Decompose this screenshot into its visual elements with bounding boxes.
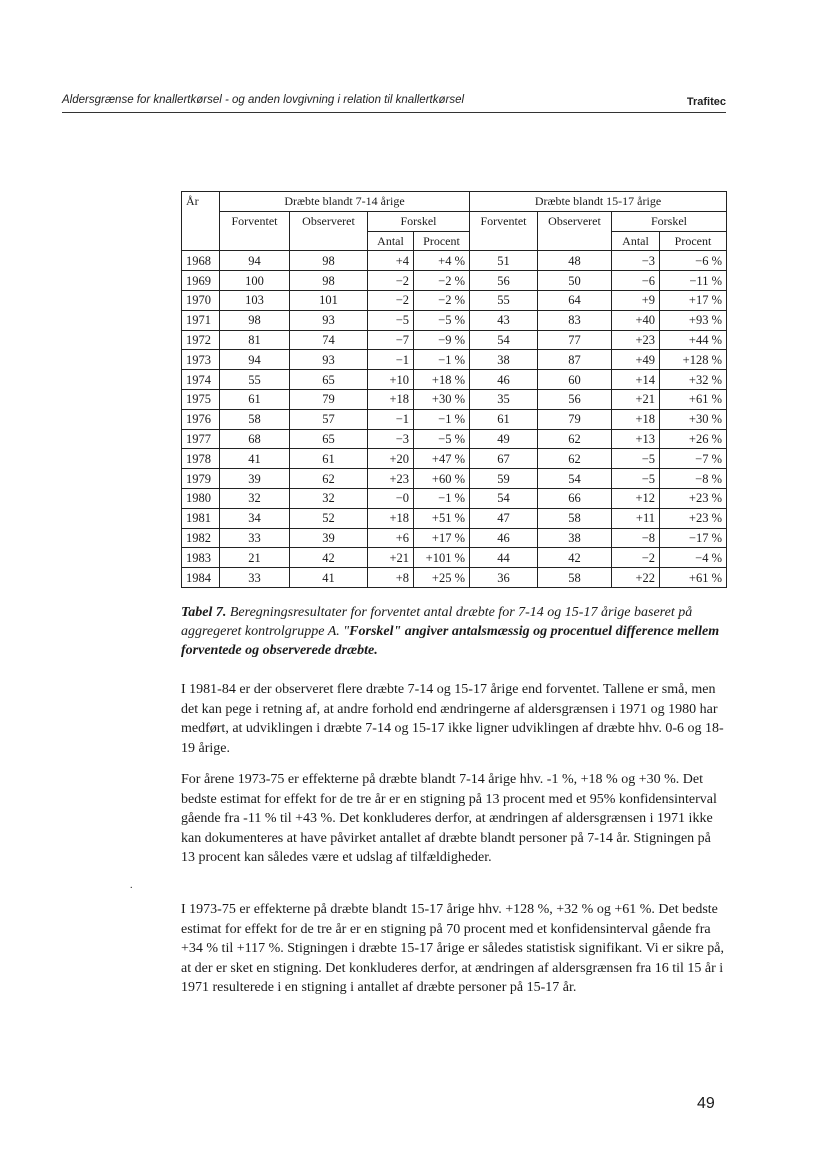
cell-expected-15-17: 47 xyxy=(470,508,538,528)
cell-expected-15-17: 38 xyxy=(470,350,538,370)
stray-dot: . xyxy=(130,880,133,891)
cell-observed-7-14: 65 xyxy=(290,370,368,390)
cell-diff-percent-7-14: +60 % xyxy=(414,469,470,489)
cell-diff-percent-15-17: +26 % xyxy=(660,429,727,449)
cell-expected-15-17: 54 xyxy=(470,488,538,508)
caption-quoted: Forskel xyxy=(349,624,394,639)
cell-diff-count-7-14: +8 xyxy=(368,568,414,588)
cell-expected-7-14: 39 xyxy=(220,469,290,489)
cell-diff-count-7-14: +23 xyxy=(368,469,414,489)
cell-diff-percent-15-17: +93 % xyxy=(660,310,727,330)
cell-year: 1970 xyxy=(182,290,220,310)
cell-expected-7-14: 41 xyxy=(220,449,290,469)
cell-diff-percent-15-17: −6 % xyxy=(660,251,727,271)
header-difference-2: Forskel xyxy=(612,211,727,231)
cell-year: 1975 xyxy=(182,389,220,409)
cell-observed-7-14: 57 xyxy=(290,409,368,429)
cell-diff-count-7-14: −3 xyxy=(368,429,414,449)
cell-observed-7-14: 65 xyxy=(290,429,368,449)
cell-diff-count-7-14: +6 xyxy=(368,528,414,548)
cell-observed-7-14: 61 xyxy=(290,449,368,469)
header-count-2: Antal xyxy=(612,231,660,251)
cell-observed-15-17: 38 xyxy=(538,528,612,548)
cell-observed-15-17: 87 xyxy=(538,350,612,370)
cell-diff-percent-7-14: −5 % xyxy=(414,310,470,330)
cell-expected-7-14: 98 xyxy=(220,310,290,330)
cell-observed-7-14: 93 xyxy=(290,310,368,330)
cell-expected-7-14: 61 xyxy=(220,389,290,409)
cell-diff-percent-7-14: +17 % xyxy=(414,528,470,548)
header-brand: Trafitec xyxy=(686,96,726,108)
cell-expected-15-17: 55 xyxy=(470,290,538,310)
cell-diff-count-7-14: +20 xyxy=(368,449,414,469)
table-row xyxy=(182,330,727,350)
header-expected-2: Forventet xyxy=(470,211,538,251)
cell-diff-count-7-14: +4 xyxy=(368,251,414,271)
cell-diff-count-15-17: +9 xyxy=(612,290,660,310)
cell-diff-count-15-17: −3 xyxy=(612,251,660,271)
cell-year: 1971 xyxy=(182,310,220,330)
cell-diff-percent-7-14: +51 % xyxy=(414,508,470,528)
cell-year: 1976 xyxy=(182,409,220,429)
cell-expected-15-17: 44 xyxy=(470,548,538,568)
cell-expected-7-14: 58 xyxy=(220,409,290,429)
cell-expected-15-17: 43 xyxy=(470,310,538,330)
cell-diff-percent-15-17: −4 % xyxy=(660,548,727,568)
cell-diff-count-15-17: +22 xyxy=(612,568,660,588)
cell-year: 1979 xyxy=(182,469,220,489)
table-row xyxy=(182,449,727,469)
cell-observed-15-17: 62 xyxy=(538,449,612,469)
cell-observed-15-17: 83 xyxy=(538,310,612,330)
cell-diff-count-15-17: +13 xyxy=(612,429,660,449)
cell-year: 1973 xyxy=(182,350,220,370)
cell-expected-7-14: 94 xyxy=(220,251,290,271)
results-table xyxy=(181,191,727,588)
cell-diff-percent-7-14: −9 % xyxy=(414,330,470,350)
cell-diff-count-15-17: −8 xyxy=(612,528,660,548)
cell-observed-7-14: 93 xyxy=(290,350,368,370)
cell-diff-percent-7-14: −1 % xyxy=(414,488,470,508)
table-row xyxy=(182,251,727,271)
cell-year: 1984 xyxy=(182,568,220,588)
header-observed-2: Observeret xyxy=(538,211,612,251)
table-row xyxy=(182,488,727,508)
cell-expected-7-14: 33 xyxy=(220,568,290,588)
cell-diff-percent-7-14: −5 % xyxy=(414,429,470,449)
caption-text-before: Beregningsresultater for forventet antal dræbte for 7-14 og 15-17 årige baseret på aggregeret kontrolgruppe A. " xyxy=(181,605,693,639)
cell-diff-percent-15-17: +23 % xyxy=(660,488,727,508)
cell-expected-7-14: 33 xyxy=(220,528,290,548)
cell-observed-15-17: 79 xyxy=(538,409,612,429)
cell-observed-15-17: 60 xyxy=(538,370,612,390)
cell-expected-15-17: 46 xyxy=(470,370,538,390)
cell-year: 1980 xyxy=(182,488,220,508)
cell-diff-count-15-17: +40 xyxy=(612,310,660,330)
cell-observed-7-14: 62 xyxy=(290,469,368,489)
cell-diff-percent-15-17: +61 % xyxy=(660,568,727,588)
cell-diff-count-15-17: +49 xyxy=(612,350,660,370)
cell-expected-15-17: 51 xyxy=(470,251,538,271)
cell-expected-7-14: 21 xyxy=(220,548,290,568)
header-year: År xyxy=(182,192,220,251)
cell-expected-15-17: 56 xyxy=(470,271,538,291)
cell-observed-15-17: 62 xyxy=(538,429,612,449)
cell-year: 1977 xyxy=(182,429,220,449)
cell-observed-15-17: 54 xyxy=(538,469,612,489)
table-row xyxy=(182,290,727,310)
table-row xyxy=(182,389,727,409)
cell-year: 1974 xyxy=(182,370,220,390)
cell-diff-count-7-14: −2 xyxy=(368,271,414,291)
cell-diff-percent-7-14: +47 % xyxy=(414,449,470,469)
cell-year: 1968 xyxy=(182,251,220,271)
cell-expected-7-14: 81 xyxy=(220,330,290,350)
cell-expected-15-17: 46 xyxy=(470,528,538,548)
cell-diff-count-15-17: −5 xyxy=(612,469,660,489)
cell-year: 1969 xyxy=(182,271,220,291)
cell-expected-15-17: 59 xyxy=(470,469,538,489)
paragraph-3: I 1973-75 er effekterne på dræbte blandt 15-17 årige hhv. +128 %, +32 % og +61 %. Det bedste estimat for effekt for de tre år er en stigning på 70 procent med et konfidensinterval gående fra +34 % til +117 %. Stigningen i dræbte 15-17 årige er således statistisk signifikant. Vi er sikre på, at der er sket en stigning. Det konkluderes derfor, at ændringen af aldersgrænsen fra 16 til 15 år i 1971 resulterede i en stigning i antallet af dræbte personer på 15-17 år. xyxy=(181,902,724,996)
cell-diff-percent-7-14: +25 % xyxy=(414,568,470,588)
cell-expected-7-14: 94 xyxy=(220,350,290,370)
cell-observed-15-17: 66 xyxy=(538,488,612,508)
table-row xyxy=(182,310,727,330)
cell-observed-15-17: 56 xyxy=(538,389,612,409)
header-percent-2: Procent xyxy=(660,231,727,251)
cell-diff-percent-15-17: +61 % xyxy=(660,389,727,409)
table-row xyxy=(182,568,727,588)
cell-expected-15-17: 49 xyxy=(470,429,538,449)
cell-diff-percent-7-14: −2 % xyxy=(414,290,470,310)
cell-diff-count-7-14: +18 xyxy=(368,508,414,528)
cell-observed-7-14: 101 xyxy=(290,290,368,310)
cell-observed-7-14: 52 xyxy=(290,508,368,528)
paragraph-2: For årene 1973-75 er effekterne på dræbte blandt 7-14 årige hhv. -1 %, +18 % og +30 %. Det bedste estimat for effekt for de tre år er en stigning på 13 procent med et 95% konfidensinterval gående fra -11 % til +43 %. Det konkluderes derfor, at ændringen af aldersgrænsen i 1971 ikke kan dokumenteres at have påvirket antallet af dræbte blandt personer på 7-14 år. Stigningen på 13 procent kan således være et udslag af tilfældigheder. xyxy=(181,772,717,866)
cell-diff-count-7-14: −7 xyxy=(368,330,414,350)
cell-observed-7-14: 41 xyxy=(290,568,368,588)
cell-observed-15-17: 48 xyxy=(538,251,612,271)
cell-year: 1981 xyxy=(182,508,220,528)
cell-observed-7-14: 79 xyxy=(290,389,368,409)
cell-observed-15-17: 58 xyxy=(538,568,612,588)
cell-diff-percent-15-17: +128 % xyxy=(660,350,727,370)
table-row xyxy=(182,350,727,370)
cell-observed-15-17: 50 xyxy=(538,271,612,291)
cell-expected-15-17: 35 xyxy=(470,389,538,409)
cell-diff-count-15-17: −2 xyxy=(612,548,660,568)
cell-expected-15-17: 36 xyxy=(470,568,538,588)
cell-observed-7-14: 74 xyxy=(290,330,368,350)
cell-diff-percent-7-14: +101 % xyxy=(414,548,470,568)
cell-diff-count-15-17: +12 xyxy=(612,488,660,508)
page-number: 49 xyxy=(697,1095,715,1112)
header-group-7-14: Dræbte blandt 7-14 årige xyxy=(220,192,470,212)
cell-diff-percent-7-14: +30 % xyxy=(414,389,470,409)
cell-diff-count-15-17: +18 xyxy=(612,409,660,429)
cell-diff-count-15-17: −5 xyxy=(612,449,660,469)
table-row xyxy=(182,370,727,390)
cell-diff-percent-7-14: −1 % xyxy=(414,409,470,429)
cell-diff-percent-15-17: +32 % xyxy=(660,370,727,390)
cell-diff-count-15-17: +21 xyxy=(612,389,660,409)
cell-diff-count-15-17: +14 xyxy=(612,370,660,390)
cell-observed-15-17: 77 xyxy=(538,330,612,350)
cell-expected-7-14: 100 xyxy=(220,271,290,291)
cell-expected-7-14: 55 xyxy=(220,370,290,390)
cell-diff-count-7-14: −1 xyxy=(368,409,414,429)
paragraph-1: I 1981-84 er der observeret flere dræbte 7-14 og 15-17 årige end forventet. Tallene er små, men det kan pege i retning af, at andre forhold end ændringerne af aldersgrænsen i 1971 og 1980 har medført, at udviklingen i dræbte 7-14 og 15-17 ikke ligner udviklingen af dræbte hhv. 0-6 og 18-19 årige. xyxy=(181,682,724,756)
cell-year: 1983 xyxy=(182,548,220,568)
cell-diff-count-7-14: −5 xyxy=(368,310,414,330)
table-row xyxy=(182,271,727,291)
header-group-15-17: Dræbte blandt 15-17 årige xyxy=(470,192,727,212)
cell-diff-percent-7-14: +4 % xyxy=(414,251,470,271)
header-count-1: Antal xyxy=(368,231,414,251)
cell-expected-15-17: 67 xyxy=(470,449,538,469)
cell-observed-7-14: 39 xyxy=(290,528,368,548)
cell-diff-percent-15-17: −11 % xyxy=(660,271,727,291)
cell-diff-percent-7-14: +18 % xyxy=(414,370,470,390)
cell-diff-count-7-14: −2 xyxy=(368,290,414,310)
table-body xyxy=(182,251,727,588)
header-observed-1: Observeret xyxy=(290,211,368,251)
cell-diff-count-7-14: +18 xyxy=(368,389,414,409)
cell-year: 1972 xyxy=(182,330,220,350)
cell-diff-count-7-14: +10 xyxy=(368,370,414,390)
table-row xyxy=(182,429,727,449)
cell-diff-count-15-17: −6 xyxy=(612,271,660,291)
cell-diff-count-15-17: +11 xyxy=(612,508,660,528)
cell-diff-percent-7-14: −2 % xyxy=(414,271,470,291)
cell-diff-percent-15-17: −17 % xyxy=(660,528,727,548)
cell-expected-7-14: 32 xyxy=(220,488,290,508)
cell-expected-15-17: 54 xyxy=(470,330,538,350)
table-row xyxy=(182,528,727,548)
header-title: Aldersgrænse for knallertkørsel - og anden lovgivning i relation til knallertkørsel xyxy=(62,94,465,106)
cell-expected-7-14: 103 xyxy=(220,290,290,310)
cell-diff-percent-15-17: −7 % xyxy=(660,449,727,469)
cell-observed-15-17: 64 xyxy=(538,290,612,310)
table-caption xyxy=(181,603,726,660)
cell-expected-7-14: 68 xyxy=(220,429,290,449)
table-row xyxy=(182,548,727,568)
cell-diff-percent-15-17: +44 % xyxy=(660,330,727,350)
cell-expected-7-14: 34 xyxy=(220,508,290,528)
table-row xyxy=(182,469,727,489)
header-expected-1: Forventet xyxy=(220,211,290,251)
cell-expected-15-17: 61 xyxy=(470,409,538,429)
cell-diff-percent-15-17: +23 % xyxy=(660,508,727,528)
cell-year: 1978 xyxy=(182,449,220,469)
table-row xyxy=(182,508,727,528)
cell-diff-count-7-14: −0 xyxy=(368,488,414,508)
cell-observed-7-14: 42 xyxy=(290,548,368,568)
cell-observed-15-17: 58 xyxy=(538,508,612,528)
cell-observed-7-14: 32 xyxy=(290,488,368,508)
cell-diff-percent-15-17: +30 % xyxy=(660,409,727,429)
cell-observed-15-17: 42 xyxy=(538,548,612,568)
cell-diff-count-7-14: +21 xyxy=(368,548,414,568)
cell-diff-percent-15-17: −8 % xyxy=(660,469,727,489)
cell-diff-percent-15-17: +17 % xyxy=(660,290,727,310)
cell-observed-7-14: 98 xyxy=(290,251,368,271)
caption-label: Tabel 7. xyxy=(181,605,227,620)
cell-diff-count-15-17: +23 xyxy=(612,330,660,350)
table-row xyxy=(182,409,727,429)
cell-diff-count-7-14: −1 xyxy=(368,350,414,370)
cell-observed-7-14: 98 xyxy=(290,271,368,291)
header-percent-1: Procent xyxy=(414,231,470,251)
cell-diff-percent-7-14: −1 % xyxy=(414,350,470,370)
cell-year: 1982 xyxy=(182,528,220,548)
page-header xyxy=(62,92,726,113)
caption-text-after: " angiver antalsmæssig og procentuel difference mellem forventede og observerede dræbte. xyxy=(181,624,720,658)
header-difference-1: Forskel xyxy=(368,211,470,231)
